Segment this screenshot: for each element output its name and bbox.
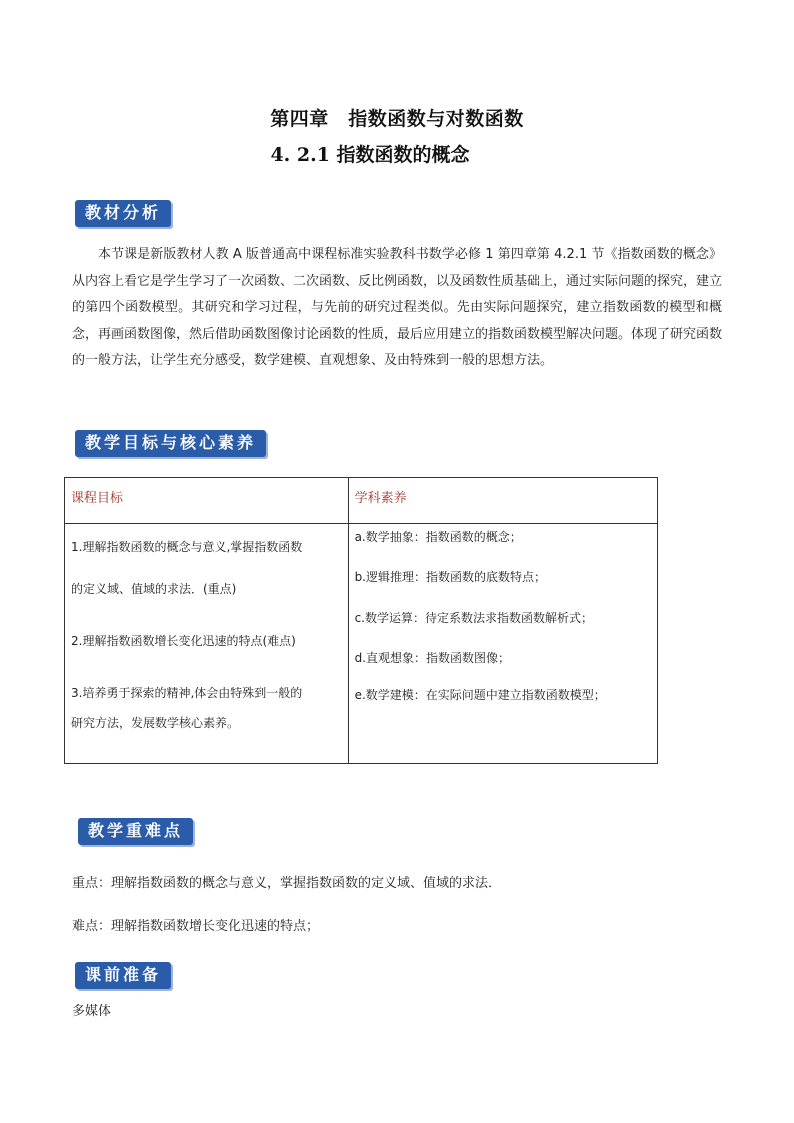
course-goal-line: 3.培养勇于探索的精神,体会由特殊到一般的 [71, 686, 303, 700]
preparation-content: 多媒体 [72, 1004, 112, 1019]
analysis-paragraph: 本节课是新版教材人教 A 版普通高中课程标准实验教科书数学必修 1 第四章第 4.2.1 节《指数函数的概念》从内容上看它是学生学习了一次函数、二次函数、反比例函数，以及函数性质基础上，通过实际问题的探究，建立的第四个函数模型。其研究和学习过程，与先前的研究过程类似。先由实际问题探究，建立指数函数的模型和概念，再画函数图像，然后借助函数图像讨论函数的性质，最后应用建立的指数函数模型解决问题。体现了研究函数的一般方法，让学生充分感受，数学建模、直观想象、及由特殊到一般的思想方法。 [72, 247, 723, 368]
literacy-line: c.数学运算：待定系数法求指数函数解析式； [354, 611, 593, 625]
table-header-literacy: 学科素养 [348, 478, 657, 524]
section-badge-preparation: 课前准备 [75, 962, 171, 989]
course-goal-line: 1.理解指数函数的概念与意义,掌握指数函数 [71, 540, 303, 554]
course-goal-line: 2.理解指数函数增长变化迅速的特点(难点) [71, 634, 296, 648]
literacy-line: b.逻辑推理：指数函数的底数特点； [354, 570, 546, 584]
literacy-cell [348, 524, 657, 764]
literacy-line: d.直观想象：指数函数图像； [354, 651, 510, 665]
section-badge-key-points: 教学重难点 [78, 818, 193, 845]
literacy-line: e.数学建模：在实际问题中建立指数函数模型； [354, 688, 606, 702]
difficult-point-text: 难点：理解指数函数增长变化迅速的特点； [72, 919, 320, 934]
goals-table [64, 477, 658, 764]
chapter-title: 第四章 指数函数与对数函数 [270, 108, 524, 130]
section-title: 4. 2.1 指数函数的概念 [270, 144, 470, 166]
course-goals-cell [65, 524, 349, 764]
section-badge-goals: 教学目标与核心素养 [75, 430, 266, 457]
literacy-line: a.数学抽象：指数函数的概念； [354, 530, 522, 544]
key-point-text: 重点：理解指数函数的概念与意义，掌握指数函数的定义域、值域的求法． [72, 876, 502, 891]
table-header-course-goals: 课程目标 [65, 478, 349, 524]
section-badge-analysis: 教材分析 [75, 200, 171, 227]
course-goal-line: 研究方法，发展数学核心素养。 [71, 716, 240, 730]
course-goal-line: 的定义域、值域的求法．(重点) [71, 582, 237, 596]
